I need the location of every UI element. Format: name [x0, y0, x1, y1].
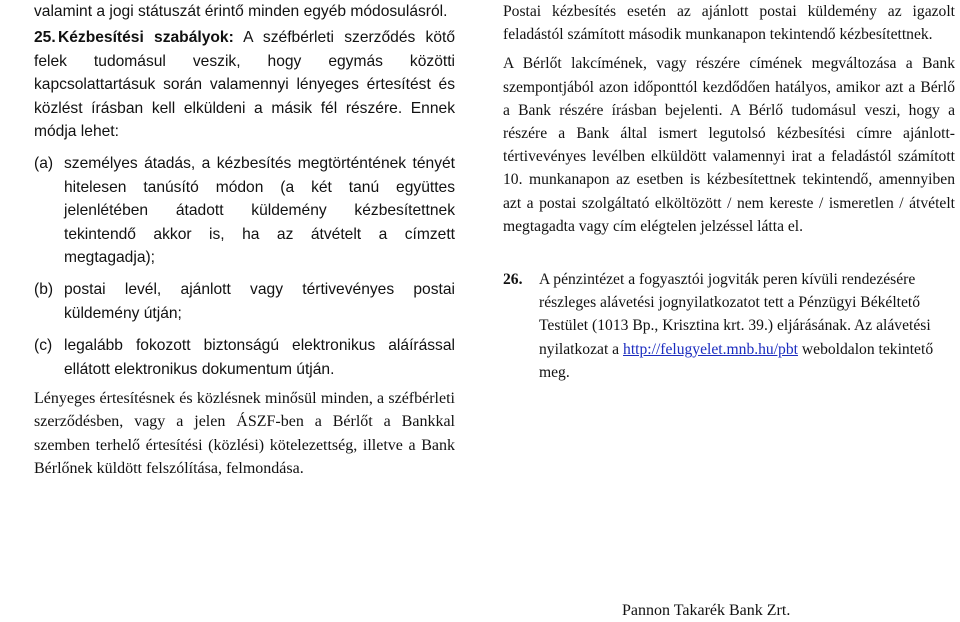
section-26-text-after: weboldalon tekintető meg. [539, 340, 934, 381]
item-label: (b) [34, 281, 54, 299]
section-title: Kézbesítési szabályok: [58, 29, 234, 47]
section-number: 25. [34, 29, 56, 47]
left-column [34, 0, 455, 480]
right-column [503, 0, 955, 384]
postal-delivery-paragraph: Postai kézbesítés esetén az ajánlott postai küldemény az igazolt feladástól számított második munkanapon tekintendő kézbesítettnek. [503, 3, 955, 44]
closing-paragraph: Lényeges értesítésnek és közlésnek minősül minden, a széfbérleti szerződésben, vagy a jelen ÁSZF-ben a Bérlőt a Bankkal szemben terhelő értesítési (közlési) kötelezettség, illetve a Bank Bérlőnek küldött felszólítása, felmondása. [34, 390, 455, 477]
pbt-link[interactable]: http://felugyelet.mnb.hu/pbt [623, 340, 798, 358]
item-text: személyes átadás, a kézbesítés megtörténtének tényét hitelesen tanúsító módon (a két tanú együttes jelenlétében átadott küldemény kézbesítettnek tekintendő akkor is, ha az átvételt a címzett megtagadja); [64, 155, 455, 267]
section-text: A széfbérleti szerződés kötő felek tudomásul veszik, hogy egymás közötti kapcsolattartásuk során valamennyi lényeges értesítést és közlést írásban kell elküldeni a másik fél részére. Ennek módja lehet: [34, 29, 455, 141]
item-label: (a) [34, 155, 54, 173]
section-number: 26. [503, 271, 523, 289]
section-26 [503, 268, 955, 384]
item-label: (c) [34, 337, 53, 355]
address-change-paragraph: A Bérlőt lakcímének, vagy részére címének megváltozása a Bank szempontjából azon időponttól kezdődően hatályos, amikor azt a Bérlő a Bank részére írásban bejelenti. A Bérlő tudomásul veszi, hogy a részére a Bank által ismert legutolsó kézbesítési címre ajánlott-tértivevényes levélben elküldött valamennyi irat a feladástól számított 10. munkanapon az esetben is kézbesítettnek tekintendő, amennyiben azt a postai szolgáltató elköltözött / nem kereste / ismeretlen / átvételt megtagadta vagy cím elégtelen jelzéssel látta el. [503, 55, 955, 235]
item-text: postai levél, ajánlott vagy tértivevényes postai küldemény útján; [64, 281, 455, 322]
signature: Pannon Takarék Bank Zrt. [622, 602, 791, 619]
list-item [34, 278, 455, 325]
list-item [34, 152, 455, 269]
section-26-text [539, 268, 955, 384]
section-25-paragraph [34, 26, 455, 143]
intro-paragraph: valamint a jogi státuszát érintő minden egyéb módosulásról. [34, 3, 448, 20]
section-26-text-before: A pénzintézet a fogyasztói jogviták peren kívüli rendezésére részleges alávetési jognyilatkozatot tett a Pénzügyi Békéltető Testület (1013 Bp., Krisztina krt. 39.) eljárásának. Az alávetési nyilatkozat a [539, 271, 931, 358]
list-item [34, 334, 455, 381]
item-text: legalább fokozott biztonságú elektronikus aláírással ellátott elektronikus dokumentum útján. [64, 337, 455, 378]
